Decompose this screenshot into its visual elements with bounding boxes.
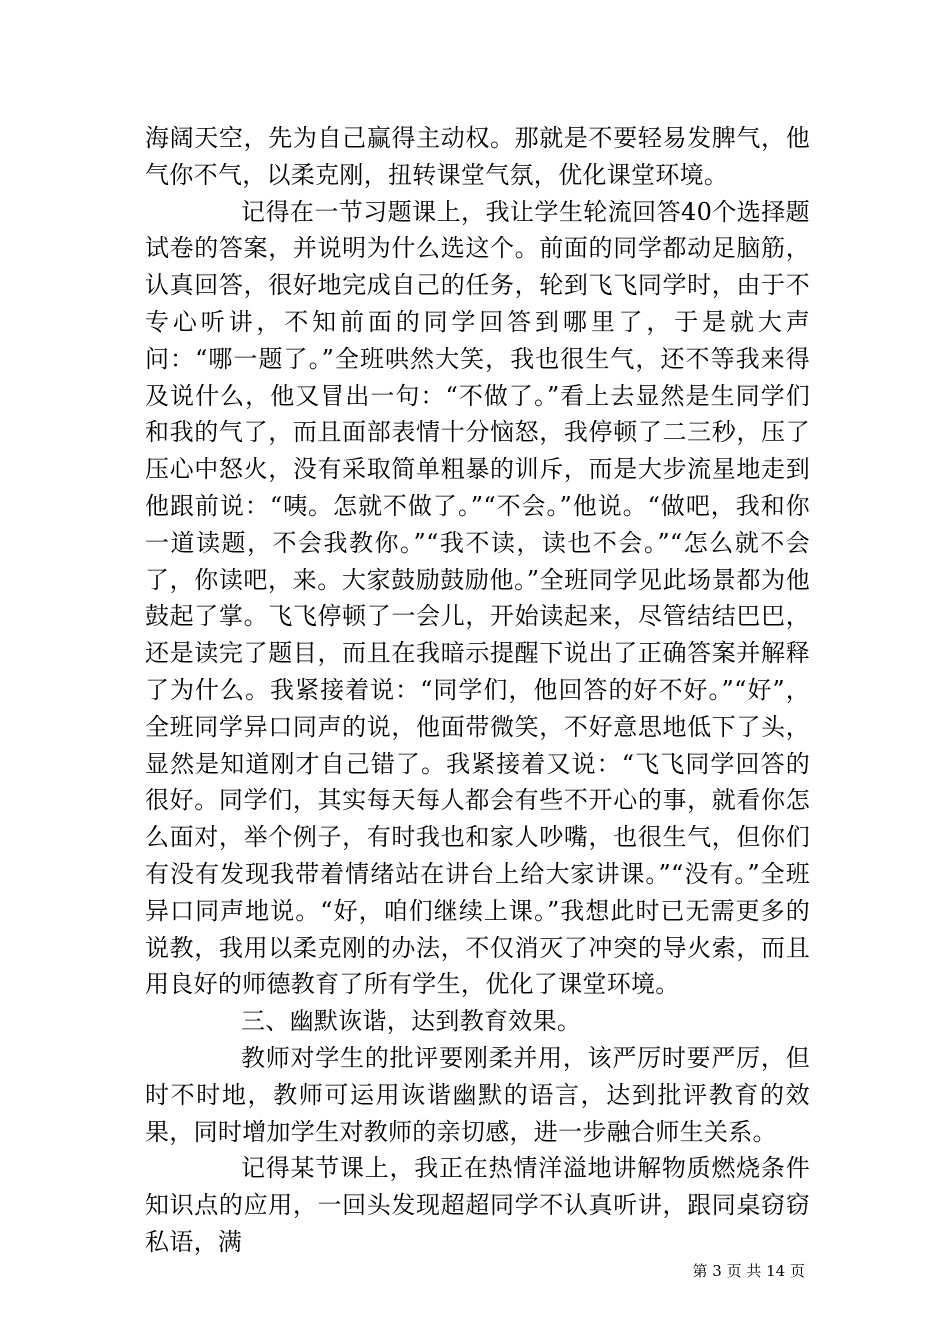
- page-number: 第 3 页 共 14 页: [692, 1262, 805, 1280]
- paragraph-combustion-lesson: 记得某节课上，我正在热情洋溢地讲解物质燃烧条件知识点的应用，一回头发现超超同学不认真听讲，跟同桌窃窃私语，满: [145, 1154, 810, 1256]
- section-heading-humor: 三、幽默诙谐，达到教育效果。: [241, 1007, 582, 1036]
- paragraph-continuation: 海阔天空，先为自己赢得主动权。那就是不要轻易发脾气，他气你不气，以柔克刚，扭转课堂气氛，优化课堂环境。: [145, 124, 810, 189]
- paragraph-classroom-story: 记得在一节习题课上，我让学生轮流回答40个选择题试卷的答案，并说明为什么选这个。前面的同学都动足脑筋，认真回答，很好地完成自己的任务，轮到飞飞同学时，由于不专心听讲，不知前面的同学回答到哪里了，于是就大声问：“哪一题了。”全班哄然大笑，我也很生气，还不等我来得及说什么，他又冒出一句：“不做了。”看上去显然是生同学们和我的气了，而且面部表情十分恼怒，我停顿了二三秒，压了压心中怒火，没有采取简单粗暴的训斥，而是大步流星地走到他跟前说：“咦。怎就不做了。”“不会。”他说。“做吧，我和你一道读题，不会我教你。”“我不读，读也不会。”“怎么就不会了，你读吧，来。大家鼓励鼓励他。”全班同学见此场景都为他鼓起了掌。飞飞停顿了一会儿，开始读起来，尽管结结巴巴，还是读完了题目，而且在我暗示提醒下说出了正确答案并解释了为什么。我紧接着说：“同学们，他回答的好不好。”“好”，全班同学异口同声的说，他面带微笑，不好意思地低下了头，显然是知道刚才自己错了。我紧接着又说：“飞飞同学回答的很好。同学们，其实每天每人都会有些不开心的事，就看你怎么面对，举个例子，有时我也和家人吵嘴，也很生气，但你们有没有发现我带着情绪站在讲台上给大家讲课。”“没有。”全班异口同声地说。“好，咱们继续上课。”我想此时已无需更多的说教，我用以柔克刚的办法，不仅消灭了冲突的导火索，而且用良好的师德教育了所有学生，优化了课堂环境。: [145, 197, 810, 999]
- body-text: [145, 120, 810, 1261]
- paragraph-criticism: 教师对学生的批评要刚柔并用，该严厉时要严厉，但时不时地，教师可运用诙谐幽默的语言，达到批评教育的效果，同时增加学生对教师的亲切感，进一步融合师生关系。: [145, 1043, 810, 1146]
